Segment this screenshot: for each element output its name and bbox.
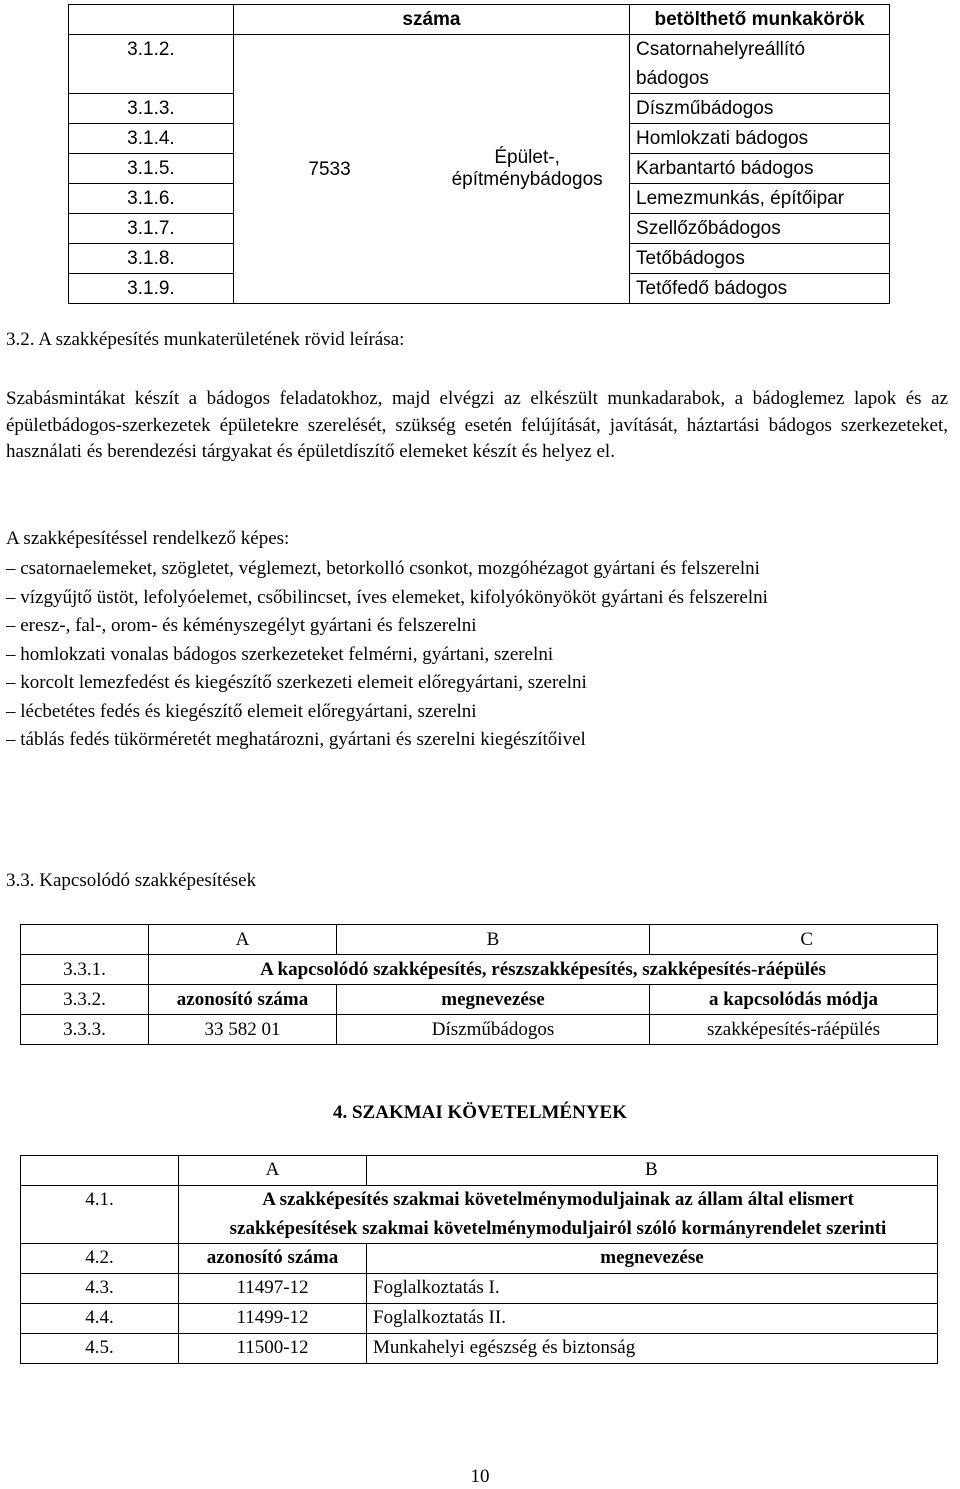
table-row xyxy=(21,955,938,985)
table-row xyxy=(21,925,938,955)
module-code: 11499-12 xyxy=(179,1303,367,1333)
row-number: 3.3.1. xyxy=(21,955,149,985)
header-szama: száma xyxy=(233,5,629,35)
row-number: 3.1.3. xyxy=(69,94,234,124)
job-name: Díszműbádogos xyxy=(630,94,890,124)
section-3-2-heading: 3.2. A szakképesítés munkaterületének rövid leírása: xyxy=(6,329,405,350)
name-header: megnevezése xyxy=(337,985,650,1015)
id-header: azonosító száma xyxy=(179,1244,367,1274)
merged-header: A szakképesítés szakmai követelménymoduljainak az állam által elismert szakképesítések szakmai követelménymoduljairól szóló kormányrendelet szerinti xyxy=(179,1185,938,1244)
id-value: 33 582 01 xyxy=(149,1015,337,1045)
job-name: Karbantartó bádogos xyxy=(630,154,890,184)
merged-header: A kapcsolódó szakképesítés, részszakképesítés, szakképesítés-ráépülés xyxy=(149,955,938,985)
job-name: Csatornahelyreállító bádogos xyxy=(630,35,890,94)
name-header: megnevezése xyxy=(367,1244,938,1274)
col-a-header: A xyxy=(179,1156,367,1186)
row-number-cell xyxy=(69,5,234,35)
empty-cell xyxy=(21,925,149,955)
list-item: – lécbetétes fedés és kiegészítő elemeit előregyártani, szerelni xyxy=(6,700,477,722)
id-header: azonosító száma xyxy=(149,985,337,1015)
capable-heading: A szakképesítéssel rendelkező képes: xyxy=(6,528,290,549)
section-3-2-description: Szabásmintákat készít a bádogos feladatokhoz, majd elvégzi az elkészült munkadarabok, a bádoglemez lapok és az épületbádogos-szerkezetek épületekre szerelését, szükség esetén felújítását, javítását, háztartási bádogos szerkezeteket, használati és berendezési tárgyakat és épületdíszítő elemeket készít és helyez el. xyxy=(6,388,948,462)
col-a-header: A xyxy=(149,925,337,955)
jobs-table xyxy=(68,4,890,304)
module-name: Foglalkoztatás I. xyxy=(367,1274,938,1304)
table-row xyxy=(21,1015,938,1045)
list-item: – korcolt lemezfedést és kiegészítő szerkezeti elemeit előregyártani, szerelni xyxy=(6,672,587,693)
list-item: – vízgyűjtő üstöt, lefolyóelemet, csőbilincset, íves elemeket, kifolyókönyököt gyártani és felszerelni xyxy=(6,586,768,608)
col-c-header: C xyxy=(650,925,938,955)
module-code: 11500-12 xyxy=(179,1333,367,1363)
row-number: 3.1.8. xyxy=(69,244,234,274)
table-row xyxy=(21,1303,938,1333)
col-b-header: B xyxy=(337,925,650,955)
job-name: Homlokzati bádogos xyxy=(630,124,890,154)
row-number: 4.1. xyxy=(21,1185,179,1244)
module-name: Foglalkoztatás II. xyxy=(367,1303,938,1333)
row-number: 4.3. xyxy=(21,1274,179,1304)
row-number: 4.4. xyxy=(21,1303,179,1333)
table-row xyxy=(21,1274,938,1304)
job-name: Tetőfedő bádogos xyxy=(630,274,890,304)
module-name: Munkahelyi egészség és biztonság xyxy=(367,1333,938,1363)
job-name: Szellőzőbádogos xyxy=(630,214,890,244)
empty-cell xyxy=(21,1156,179,1186)
list-item: – eresz-, fal-, orom- és kéményszegélyt gyártani és felszerelni xyxy=(6,615,477,636)
page-number: 10 xyxy=(470,1466,490,1487)
related-qualifications-table xyxy=(20,924,938,1045)
row-number: 3.1.7. xyxy=(69,214,234,244)
code-cell: 7533 xyxy=(233,35,425,304)
row-number: 3.1.4. xyxy=(69,124,234,154)
row-number: 4.2. xyxy=(21,1244,179,1274)
table-row xyxy=(21,1156,938,1186)
job-name: Tetőbádogos xyxy=(630,244,890,274)
job-name: Lemezmunkás, építőipar xyxy=(630,184,890,214)
col-b-header: B xyxy=(367,1156,938,1186)
job-title-cell: Épület-, építménybádogos xyxy=(425,35,629,304)
row-number: 3.3.3. xyxy=(21,1015,149,1045)
table-row xyxy=(21,985,938,1015)
name-value: Díszműbádogos xyxy=(337,1015,650,1045)
mode-header: a kapcsolódás módja xyxy=(650,985,938,1015)
table-row xyxy=(21,1333,938,1363)
table-row xyxy=(69,35,890,94)
section-3-3-heading: 3.3. Kapcsolódó szakképesítések xyxy=(6,870,257,891)
modules-table xyxy=(20,1155,938,1364)
row-number: 3.1.6. xyxy=(69,184,234,214)
module-code: 11497-12 xyxy=(179,1274,367,1304)
row-number: 3.1.9. xyxy=(69,274,234,304)
row-number: 3.1.2. xyxy=(69,35,234,94)
table-row xyxy=(21,1244,938,1274)
section-4-title: 4. SZAKMAI KÖVETELMÉNYEK xyxy=(332,1102,627,1123)
header-jobs: betölthető munkakörök xyxy=(630,5,890,35)
list-item: – táblás fedés tükörméretét meghatározni, gyártani és szerelni kiegészítőivel xyxy=(6,729,586,750)
list-item: – homlokzati vonalas bádogos szerkezeteket felmérni, gyártani, szerelni xyxy=(6,643,554,665)
row-number: 3.1.5. xyxy=(69,154,234,184)
capabilities-list xyxy=(6,555,948,755)
table-row xyxy=(21,1185,938,1244)
row-number: 3.3.2. xyxy=(21,985,149,1015)
mode-value: szakképesítés-ráépülés xyxy=(650,1015,938,1045)
row-number: 4.5. xyxy=(21,1333,179,1363)
jobs-table-header xyxy=(69,5,890,35)
list-item: – csatornaelemeket, szögletet, véglemezt, betorkolló csonkot, mozgóhézagot gyártani és felszerelni xyxy=(6,558,760,579)
